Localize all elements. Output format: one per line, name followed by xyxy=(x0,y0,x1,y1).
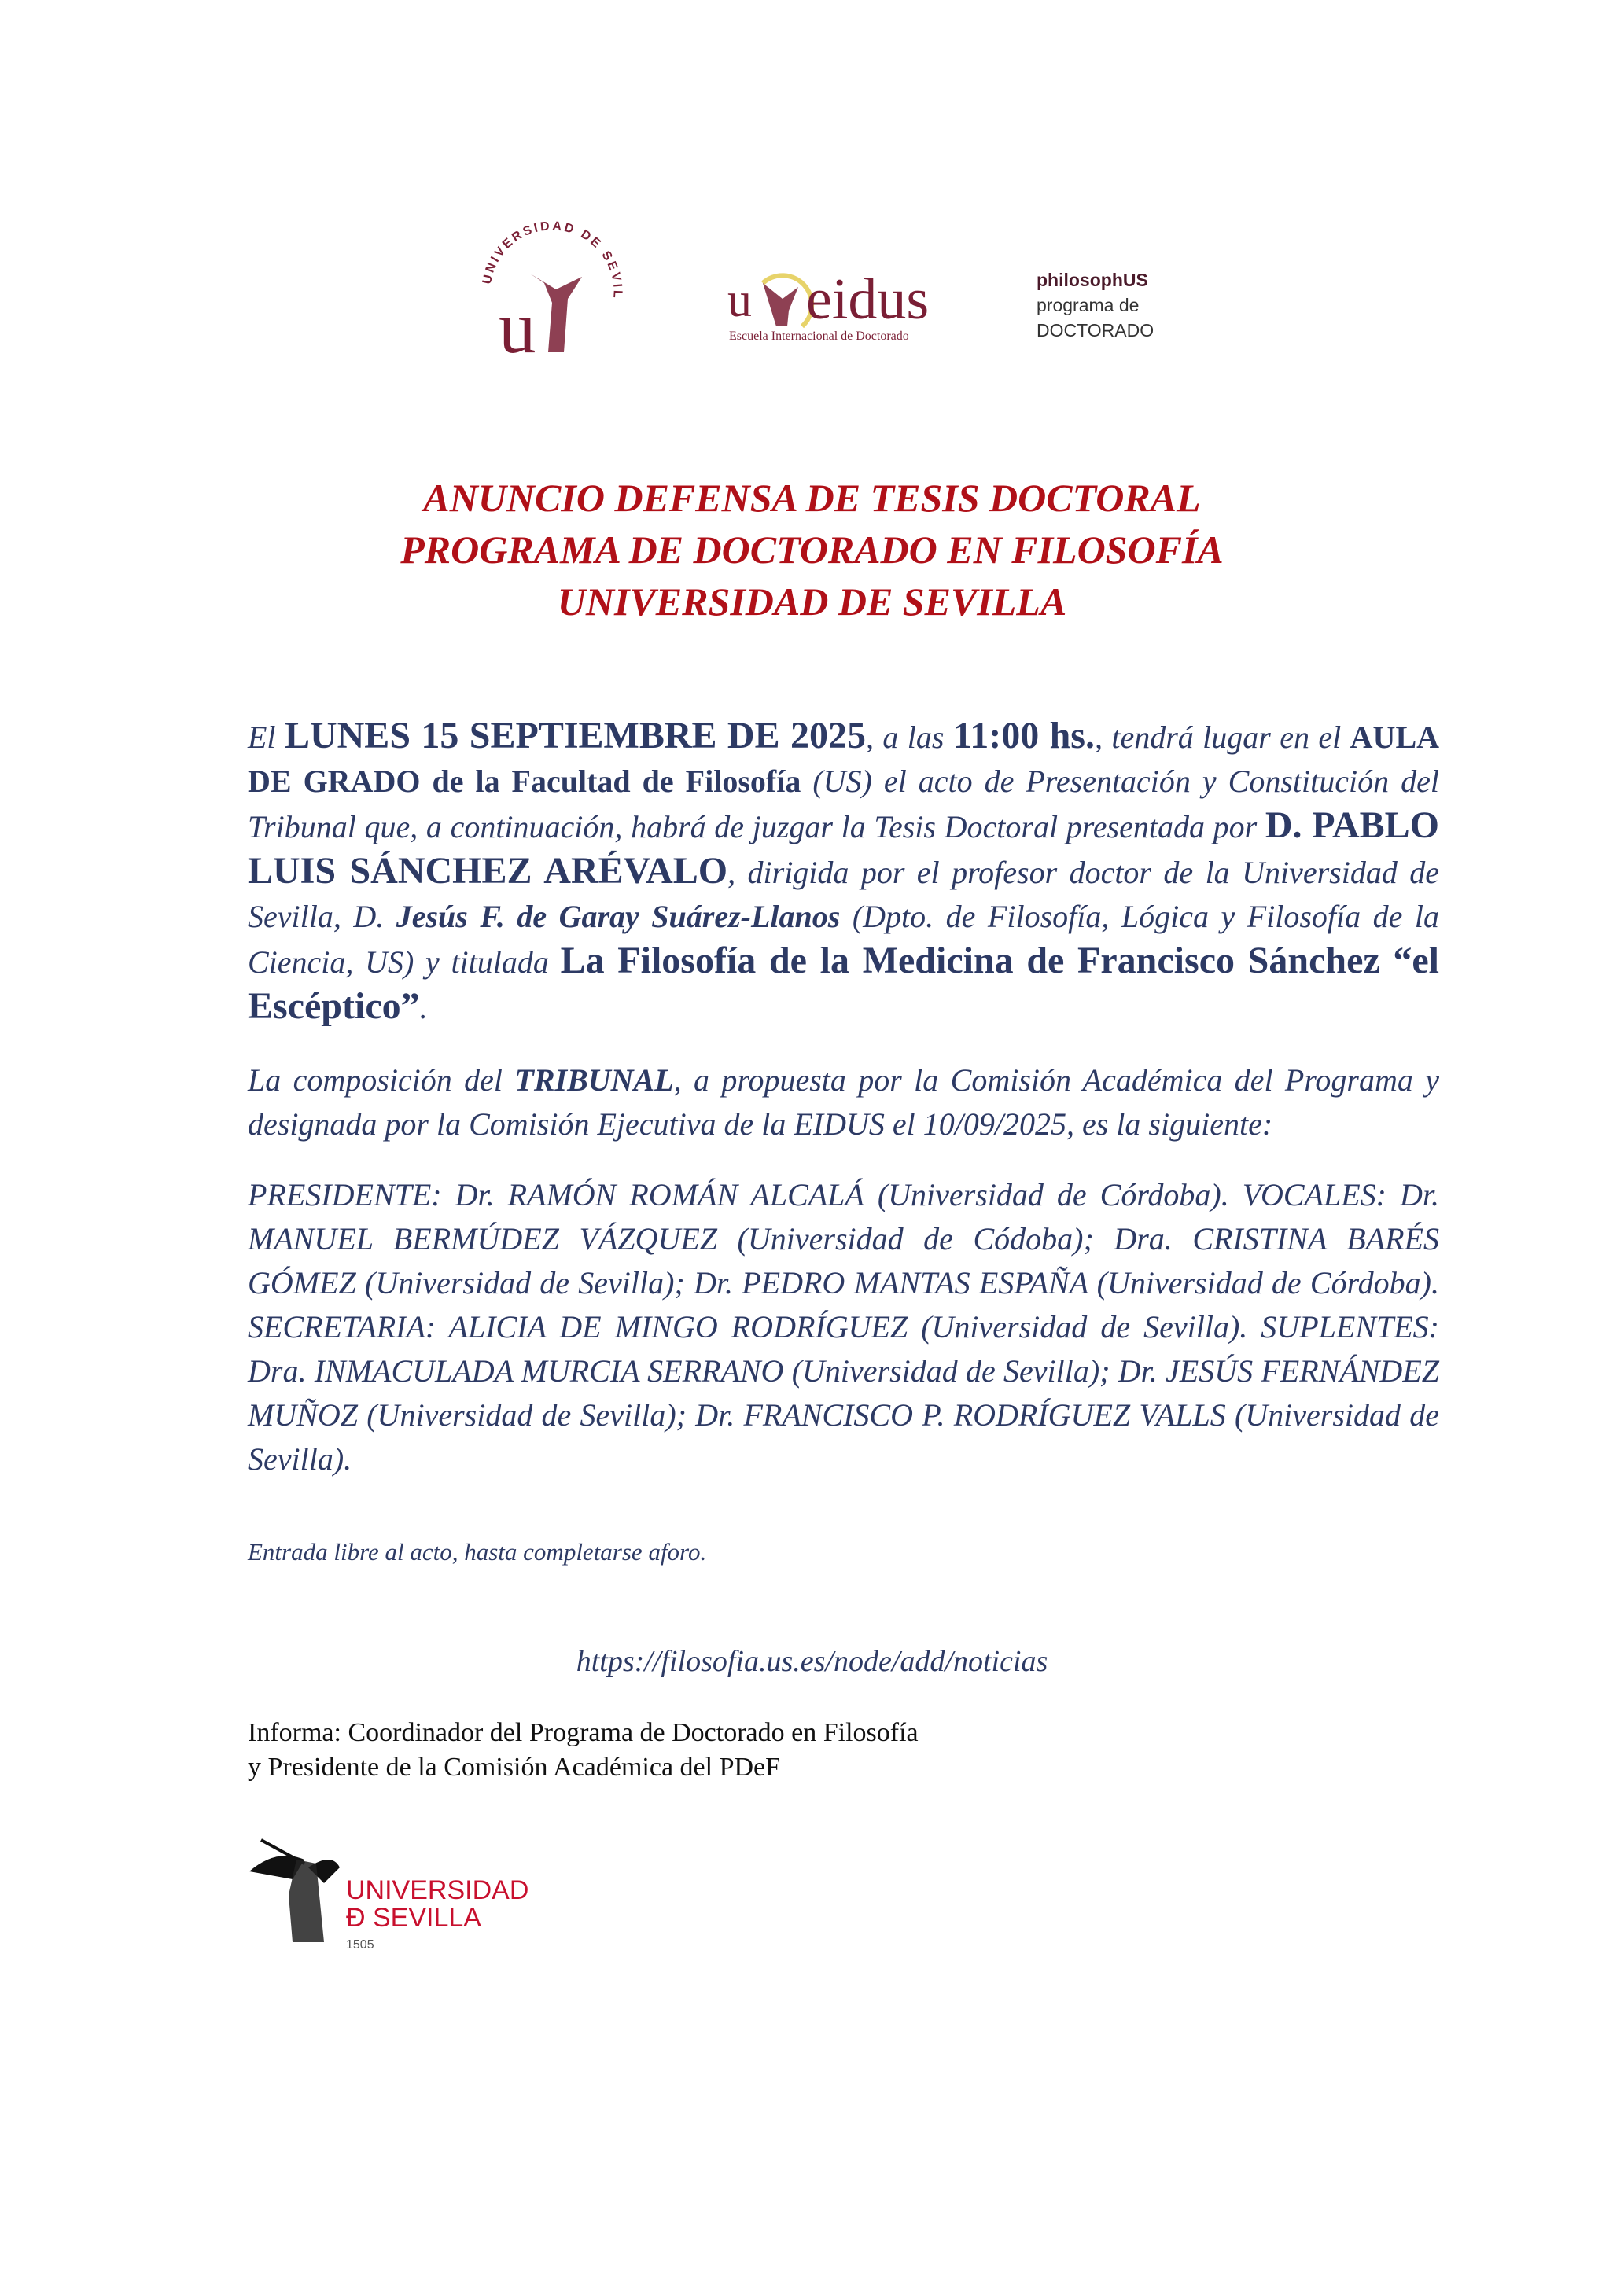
text: . xyxy=(419,990,428,1025)
svg-text:eidus: eidus xyxy=(806,267,930,332)
universidad-sevilla-seal-logo xyxy=(481,220,623,358)
text: (Dpto. de Filosofía, Lógica y Filosofía de la Ciencia, US) y titulada xyxy=(248,899,1439,980)
tribunal-members-paragraph: PRESIDENTE: Dr. RAMÓN ROMÁN ALCALÁ (Universidad de Córdoba). VOCALES: Dr. MANUEL BERMÚDEZ VÁZQUEZ (Universidad de Códoba); Dra. CRISTINA BARÉS GÓMEZ (Universidad de Sevilla); Dr. PEDRO MANTAS ESPAÑA (Universidad de Córdoba). SECRETARIA: ALICIA DE MINGO RODRÍGUEZ (Universidad de Sevilla). SUPLENTES: Dra. INMACULADA MURCIA SERRANO (Universidad de Sevilla); Dr. JESÚS FERNÁNDEZ MUÑOZ (Universidad de Sevilla); Dr. FRANCISCO P. RODRÍGUEZ VALLS (Universidad de Sevilla). xyxy=(248,1177,1439,1477)
news-link[interactable]: https://filosofia.us.es/node/add/noticias xyxy=(576,1645,1048,1678)
universidad-sevilla-footer-logo xyxy=(245,1824,560,1958)
svg-text:Ð SEVILLA: Ð SEVILLA xyxy=(346,1903,481,1933)
defense-details-paragraph xyxy=(248,714,1439,1030)
philosophus-logo xyxy=(1037,267,1154,343)
informant-signature xyxy=(248,1716,1624,1785)
text: (US) el acto de Presentación y Constitución del Tribunal que, a continuación, habrá de juzgar la Tesis Doctoral presentada por xyxy=(248,763,1439,844)
eidus-logo xyxy=(727,252,963,346)
svg-text:Escuela Internacional de Docto: Escuela Internacional de Doctorado xyxy=(729,329,909,343)
defense-time: 11:00 hs. xyxy=(952,715,1095,756)
svg-text:u: u xyxy=(499,285,536,358)
headline-line: ANUNCIO DEFENSA DE TESIS DOCTORAL xyxy=(423,476,1201,520)
candidate-name: D. PABLO LUIS SÁNCHEZ ARÉVALO xyxy=(248,804,1440,892)
defense-date: LUNES 15 SEPTIEMBRE DE 2025 xyxy=(284,715,866,756)
headline-line: UNIVERSIDAD DE SEVILLA xyxy=(557,580,1067,624)
svg-text:u: u xyxy=(727,274,752,327)
tribunal-intro-paragraph xyxy=(248,1058,1439,1146)
philosophus-line: programa de xyxy=(1037,295,1140,315)
defense-place: AULA DE GRADO de la Facultad de Filosofía xyxy=(248,719,1440,799)
text: La composición del xyxy=(248,1062,515,1098)
svg-text:UNIVERSIDAD: UNIVERSIDAD xyxy=(346,1875,529,1905)
announcement-headline xyxy=(0,472,1624,627)
headline-line: PROGRAMA DE DOCTORADO EN FILOSOFÍA xyxy=(400,528,1224,572)
tribunal-label: TRIBUNAL xyxy=(514,1062,674,1098)
philosophus-name: philosophUS xyxy=(1037,270,1148,290)
text: , a las xyxy=(866,719,953,755)
text: , tendrá lugar en el xyxy=(1094,719,1350,755)
document-body xyxy=(0,472,1624,1958)
svg-text:1505: 1505 xyxy=(346,1938,374,1952)
director-name: Jesús F. de Garay Suárez-Llanos xyxy=(396,899,841,934)
informant-line: y Presidente de la Comisión Académica del PDeF xyxy=(248,1753,781,1782)
text: El xyxy=(248,719,285,755)
entry-note: Entrada libre al acto, hasta completarse aforo. xyxy=(248,1538,707,1566)
seal-text: UNIVERSIDAD DE SEVIL xyxy=(481,220,623,301)
thesis-title: La Filosofía de la Medicina de Francisco Sánchez “el Escéptico” xyxy=(248,940,1440,1027)
philosophus-line: DOCTORADO xyxy=(1037,320,1154,340)
text: , dirigida por el profesor doctor de la Universidad de Sevilla, D. xyxy=(248,855,1439,934)
informant-line: Informa: Coordinador del Programa de Doctorado en Filosofía xyxy=(248,1718,919,1747)
text: , a propuesta por la Comisión Académica del Programa y designada por la Comisión Ejecutiva de la EIDUS el 10/09/2025, es la siguiente: xyxy=(248,1062,1439,1142)
